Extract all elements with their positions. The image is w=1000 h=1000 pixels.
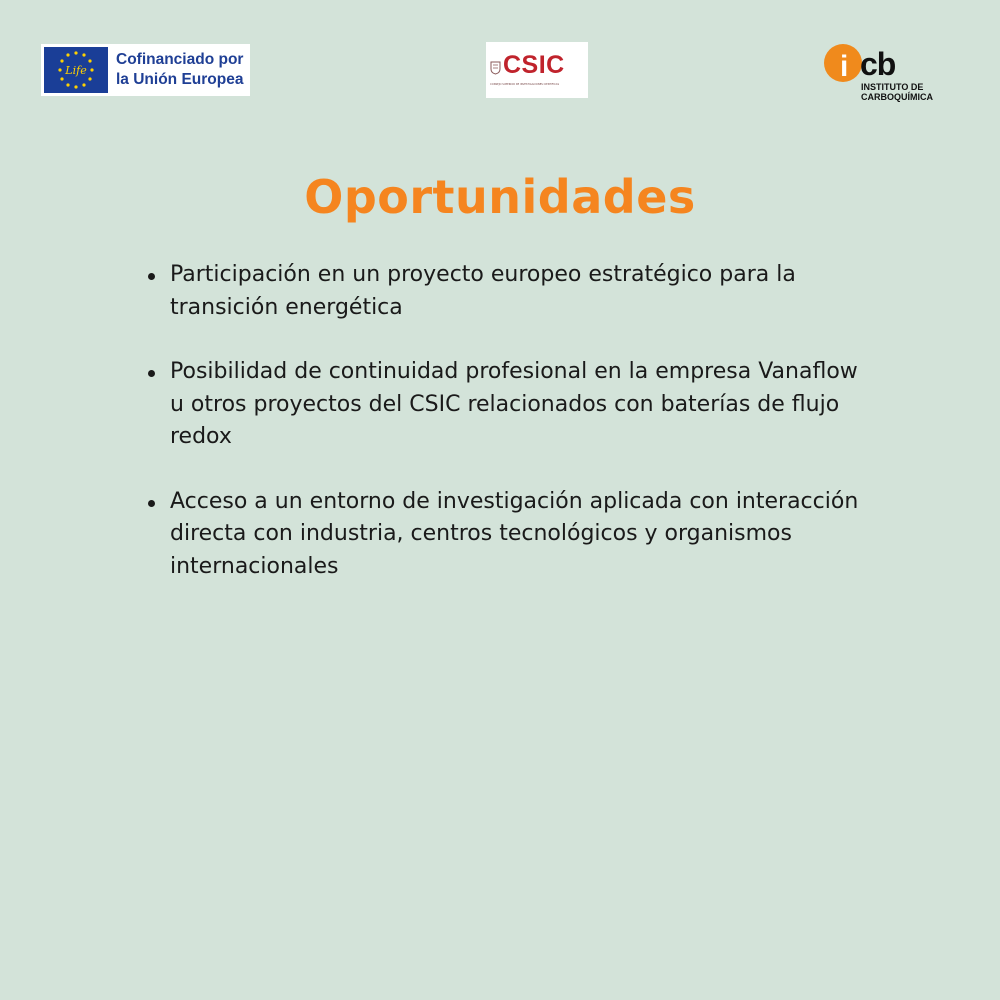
- icb-institute-name: [861, 82, 933, 102]
- eu-text-line1: Cofinanciado por: [116, 51, 244, 68]
- icb-mark-i: i: [840, 50, 849, 83]
- eu-flag-icon: [44, 47, 108, 93]
- icb-text-line1: INSTITUTO DE: [861, 82, 924, 92]
- csic-subtitle: CONSEJO SUPERIOR DE INVESTIGACIONES CIENTÍFICAS: [490, 83, 560, 86]
- icb-text-line2: CARBOQUÍMICA: [861, 92, 933, 102]
- icb-mark-cb: cb: [860, 46, 896, 82]
- opportunities-list: [170, 259, 870, 615]
- icb-logo: [824, 44, 964, 106]
- csic-shield-icon: [490, 61, 501, 75]
- csic-wordmark: CSIC: [503, 51, 565, 79]
- csic-logo: [486, 42, 588, 98]
- page-title: Oportunidades: [304, 170, 696, 224]
- eu-cofunding-logo: [41, 44, 250, 96]
- list-item: Posibilidad de continuidad profesional en la empresa Vanaflow u otros proyectos del CSIC relacionados con baterías de flujo redox: [170, 356, 870, 454]
- list-item: Participación en un proyecto europeo estratégico para la transición energética: [170, 259, 870, 324]
- list-item: Acceso a un entorno de investigación aplicada con interacción directa con industria, centros tecnológicos y organismos internacionales: [170, 486, 870, 584]
- eu-cofunding-text: [116, 50, 243, 90]
- eu-text-line2: la Unión Europea: [116, 71, 244, 88]
- eu-flag-text: Life: [65, 64, 87, 77]
